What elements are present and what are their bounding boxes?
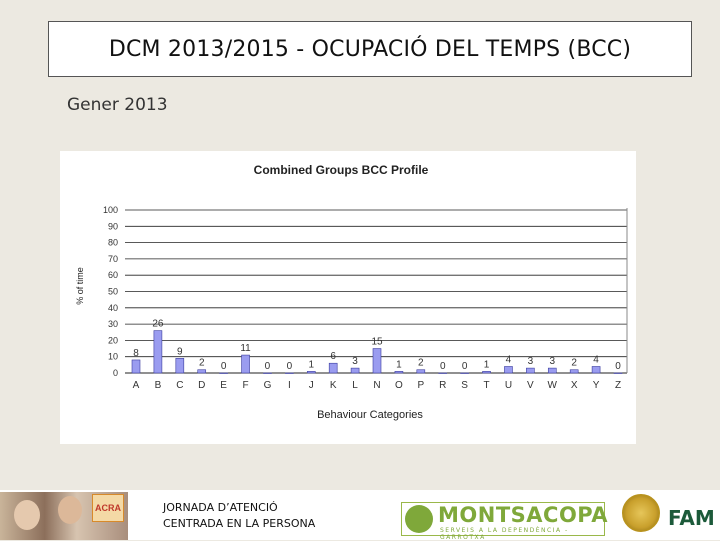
x-tick-label-r: R bbox=[439, 380, 447, 391]
data-label-b: 26 bbox=[152, 318, 164, 330]
data-label-z: 0 bbox=[615, 361, 621, 372]
x-tick-label-g: G bbox=[263, 380, 272, 391]
data-label-j: 1 bbox=[308, 359, 315, 371]
bar-v bbox=[526, 368, 534, 373]
data-label-t: 1 bbox=[483, 359, 490, 371]
x-tick-label-u: U bbox=[504, 380, 513, 391]
y-tick-label: 40 bbox=[107, 302, 118, 313]
bar-y bbox=[592, 366, 600, 373]
x-tick-label-o: O bbox=[395, 380, 403, 391]
montsacopa-name: MONTSACOPA bbox=[438, 503, 609, 527]
y-tick-label: 30 bbox=[107, 319, 118, 330]
bcc-chart-panel bbox=[60, 151, 636, 444]
slide-title: DCM 2013/2015 - OCUPACIÓ DEL TEMPS (BCC) bbox=[48, 21, 692, 77]
bar-i bbox=[285, 373, 293, 374]
y-tick-label: 70 bbox=[107, 253, 118, 264]
data-label-f: 11 bbox=[240, 343, 251, 355]
x-tick-label-z: Z bbox=[614, 380, 622, 391]
x-tick-label-p: P bbox=[417, 380, 425, 391]
bar-a bbox=[132, 360, 140, 373]
bar-k bbox=[329, 363, 337, 373]
chart-gridlines bbox=[125, 208, 627, 373]
montsacopa-tagline: SERVEIS A LA DEPENDÈNCIA - GARROTXA bbox=[440, 527, 569, 541]
data-label-e: 0 bbox=[220, 361, 227, 372]
x-tick-label-v: V bbox=[527, 380, 534, 391]
person-face-graphic bbox=[58, 496, 82, 524]
y-tick-label: 20 bbox=[107, 335, 118, 346]
x-tick-label-f: F bbox=[242, 380, 249, 391]
bar-d bbox=[198, 370, 206, 373]
y-tick-label: 10 bbox=[107, 351, 118, 362]
bcc-bar-chart bbox=[60, 151, 636, 444]
footer-caption bbox=[163, 500, 363, 532]
footer-bar bbox=[0, 490, 720, 540]
acra-logo: ACRA bbox=[92, 494, 124, 522]
bar-p bbox=[417, 370, 425, 373]
slide-subtitle: Gener 2013 bbox=[67, 95, 168, 115]
y-tick-label: 90 bbox=[107, 221, 118, 232]
data-label-i: 0 bbox=[286, 361, 293, 372]
data-label-n: 15 bbox=[371, 336, 383, 348]
data-label-v: 3 bbox=[527, 356, 534, 368]
data-label-x: 2 bbox=[571, 357, 577, 369]
bar-n bbox=[373, 349, 381, 373]
gold-seal-logo bbox=[622, 494, 660, 532]
data-label-l: 3 bbox=[352, 356, 358, 368]
data-label-r: 0 bbox=[439, 361, 446, 372]
y-tick-label: 0 bbox=[112, 368, 118, 378]
y-tick-label: 80 bbox=[107, 237, 118, 248]
footer-caption-line2: CENTRADA EN LA PERSONA bbox=[163, 517, 316, 530]
montsacopa-icon bbox=[405, 505, 433, 533]
footer-caption-line1: JORNADA D’ATENCIÓ bbox=[163, 501, 278, 514]
bar-j bbox=[307, 371, 315, 373]
x-tick-label-c: C bbox=[176, 380, 184, 391]
x-tick-label-s: S bbox=[461, 380, 468, 391]
y-tick-label: 60 bbox=[107, 270, 118, 281]
bar-g bbox=[263, 373, 271, 374]
bar-c bbox=[176, 358, 184, 373]
bar-z bbox=[614, 373, 622, 374]
x-tick-label-b: B bbox=[154, 380, 162, 391]
bar-u bbox=[504, 366, 512, 373]
data-label-d: 2 bbox=[198, 357, 205, 369]
data-label-g: 0 bbox=[264, 361, 271, 372]
y-tick-label: 100 bbox=[102, 205, 118, 215]
chart-y-axis-label: % of time bbox=[75, 267, 85, 305]
x-tick-label-n: N bbox=[373, 380, 381, 391]
data-label-w: 3 bbox=[549, 356, 556, 368]
x-tick-label-j: J bbox=[308, 380, 314, 391]
bar-e bbox=[220, 373, 228, 374]
data-label-y: 4 bbox=[593, 354, 599, 366]
person-face-graphic bbox=[14, 500, 40, 530]
x-tick-label-y: Y bbox=[592, 380, 600, 391]
montsacopa-logo bbox=[401, 502, 609, 541]
bar-w bbox=[548, 368, 556, 373]
x-tick-label-a: A bbox=[132, 380, 140, 391]
chart-x-axis-label: Behaviour Categories bbox=[317, 409, 423, 421]
x-tick-label-k: K bbox=[329, 380, 337, 391]
data-label-p: 2 bbox=[418, 357, 424, 369]
x-tick-label-d: D bbox=[198, 380, 206, 391]
data-label-c: 9 bbox=[177, 346, 183, 358]
data-label-u: 4 bbox=[505, 354, 512, 366]
x-tick-label-l: L bbox=[352, 380, 358, 391]
fam-logo: FAM bbox=[668, 506, 715, 530]
x-tick-label-t: T bbox=[483, 380, 490, 391]
data-label-k: 6 bbox=[330, 351, 336, 363]
bar-x bbox=[570, 370, 578, 373]
bar-r bbox=[439, 373, 447, 374]
x-tick-label-i: I bbox=[287, 380, 291, 391]
chart-title: Combined Groups BCC Profile bbox=[253, 163, 429, 177]
x-tick-label-e: E bbox=[220, 380, 227, 391]
bar-t bbox=[483, 371, 491, 373]
bar-o bbox=[395, 371, 403, 373]
x-tick-label-x: X bbox=[570, 380, 578, 391]
bar-f bbox=[242, 355, 250, 373]
data-label-a: 8 bbox=[133, 347, 139, 359]
y-tick-label: 50 bbox=[107, 286, 118, 297]
data-label-s: 0 bbox=[461, 361, 468, 372]
x-tick-label-w: W bbox=[547, 380, 557, 391]
bar-s bbox=[461, 373, 469, 374]
data-label-o: 1 bbox=[396, 359, 402, 371]
bar-l bbox=[351, 368, 359, 373]
bar-b bbox=[154, 331, 162, 373]
